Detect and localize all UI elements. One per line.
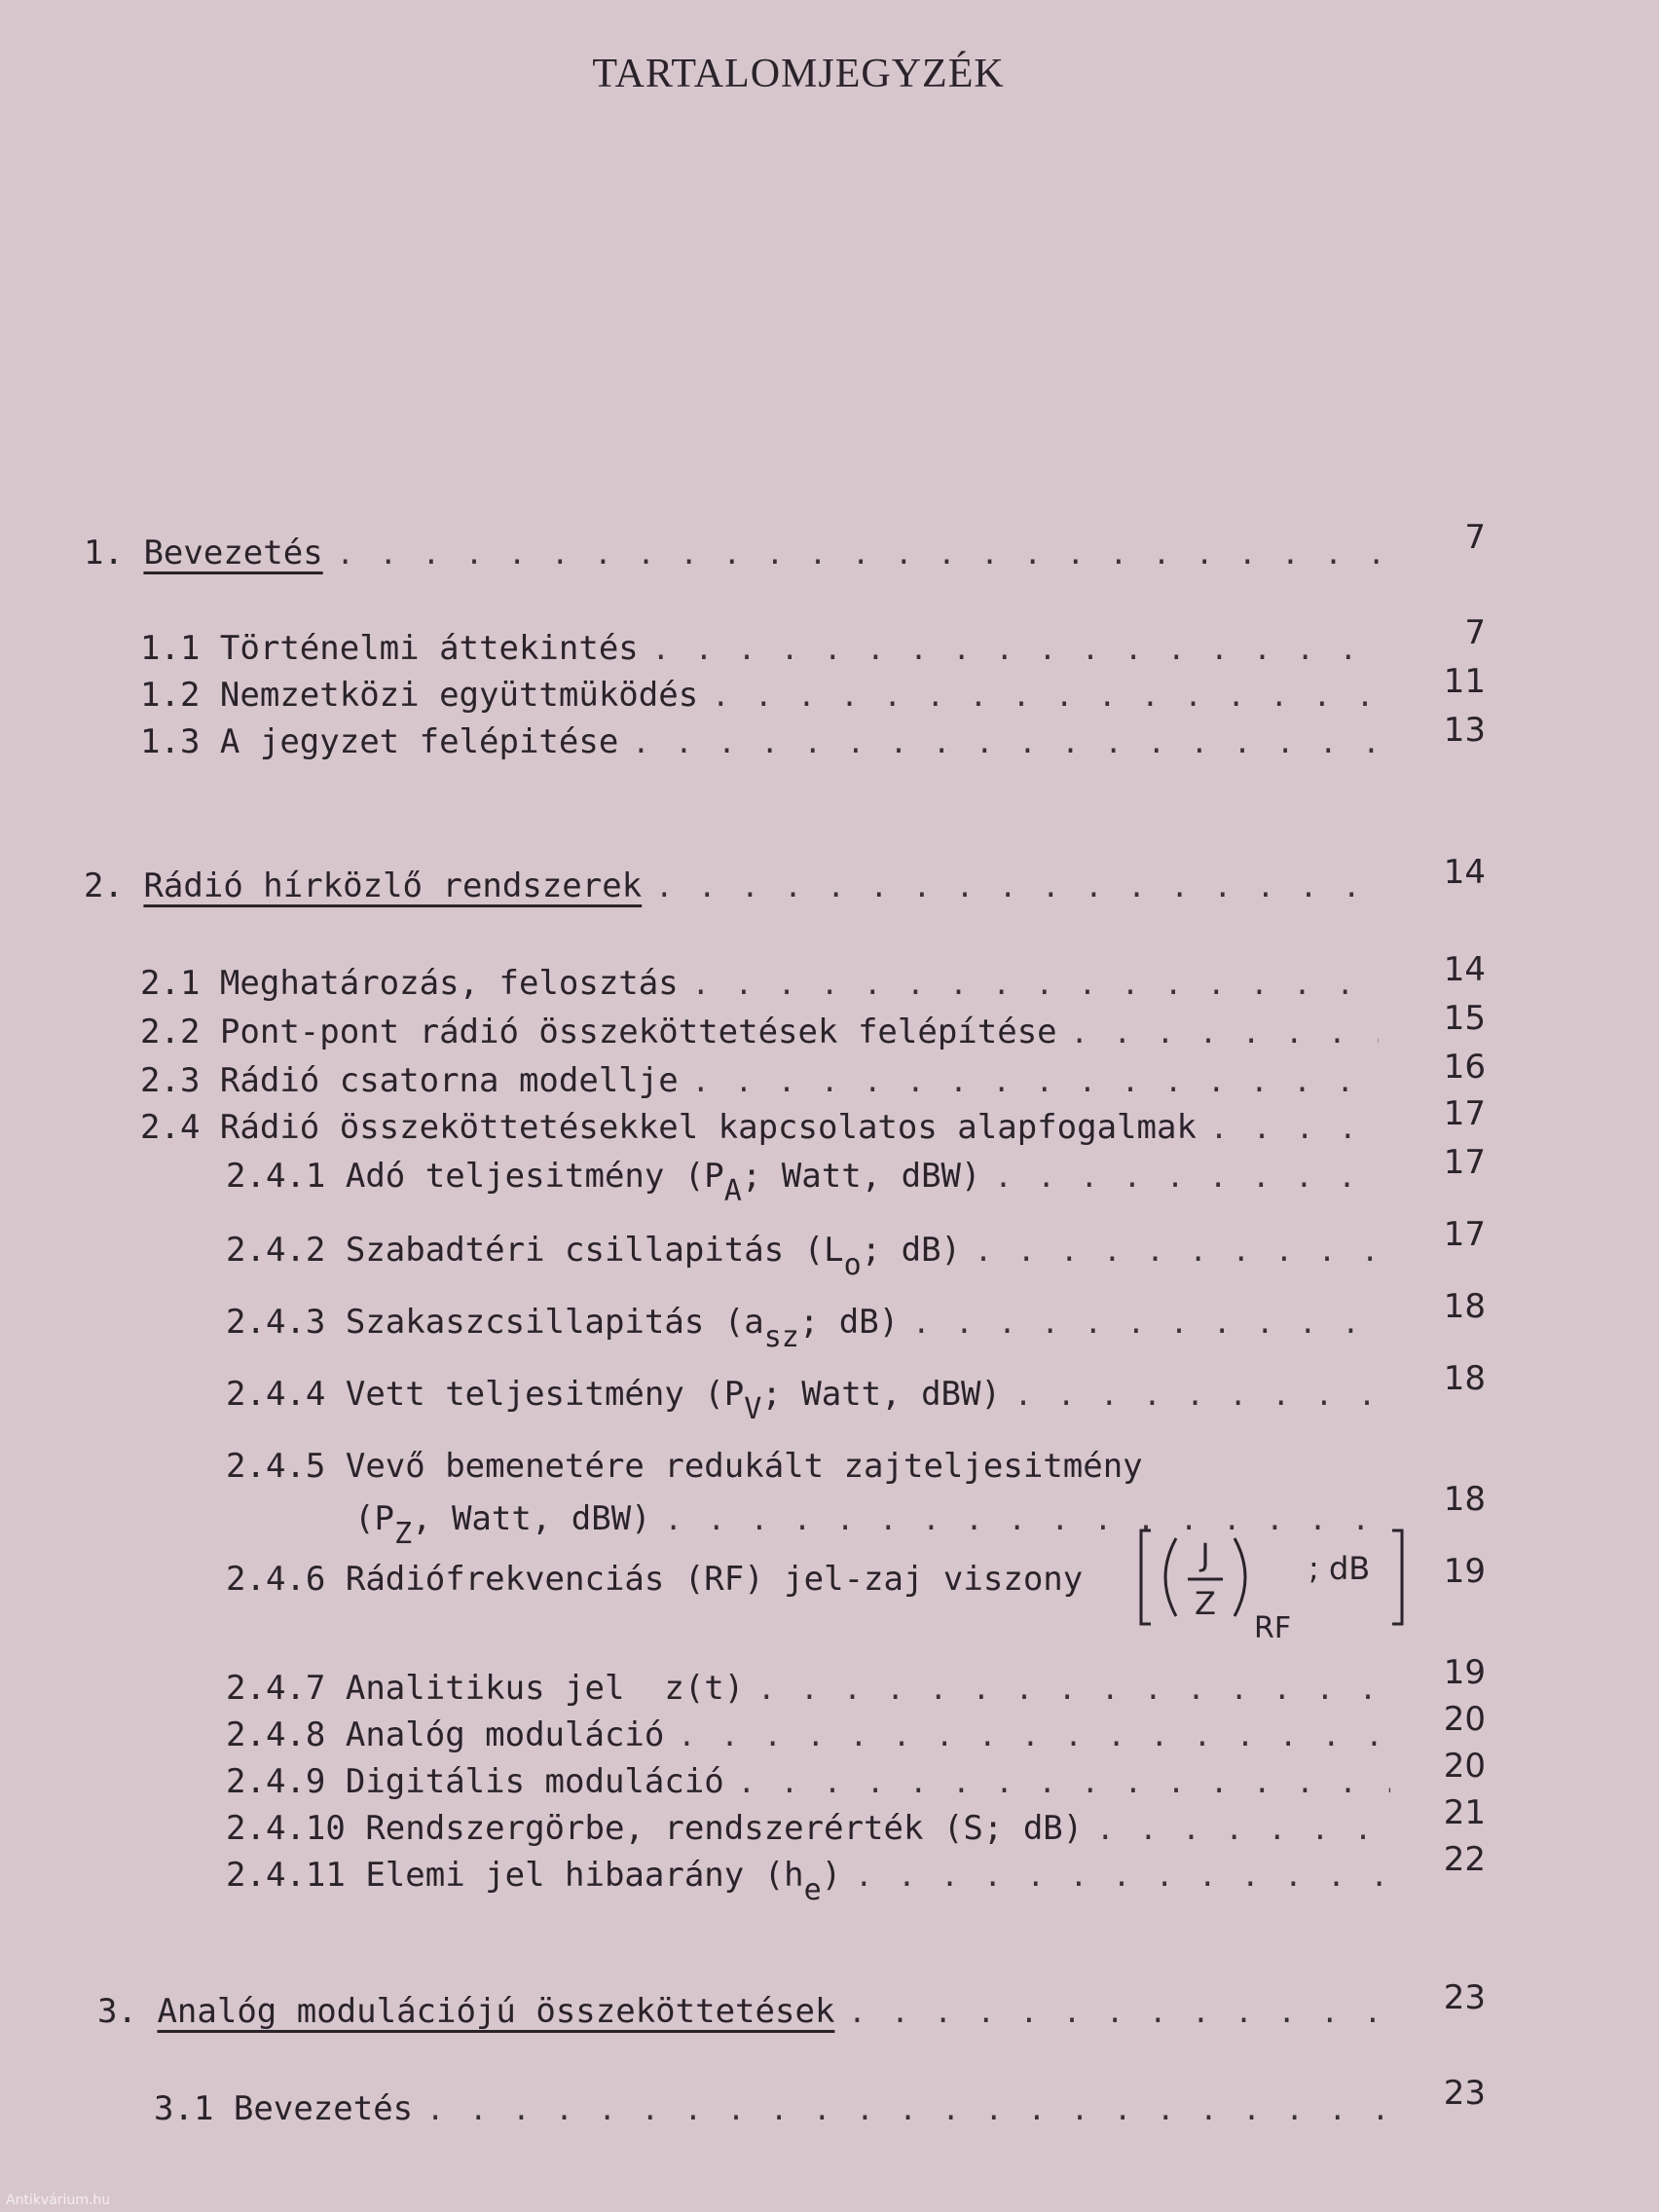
leader-dots — [426, 2093, 1390, 2127]
leader-dots — [655, 870, 1379, 904]
toc-label: Analitikus jel z(t) — [345, 1669, 745, 1708]
toc-page-number: 17 — [1443, 1143, 1486, 1182]
leader-dots — [632, 726, 1379, 760]
toc-entry-2-4-9 — [226, 1762, 1390, 1801]
leader-dots — [692, 968, 1379, 1002]
toc-page-number: 18 — [1443, 1480, 1486, 1519]
toc-number: 2.4.4 — [226, 1375, 326, 1414]
formula-unit: ; dB — [1309, 1550, 1371, 1587]
toc-label: Bevezetés — [143, 534, 323, 572]
formula-subscript: RF — [1254, 1611, 1292, 1645]
leader-dots — [712, 680, 1379, 714]
toc-page-number: 15 — [1443, 999, 1486, 1038]
toc-entry-3-1 — [154, 2089, 1390, 2128]
leader-dots — [692, 1065, 1379, 1099]
toc-number: 2. — [84, 866, 124, 905]
toc-entry-2-4-7 — [226, 1669, 1390, 1708]
toc-label: Rádiófrekvenciás (RF) jel-zaj viszony — [345, 1560, 1084, 1599]
page-title: TARTALOMJEGYZÉK — [592, 52, 1005, 96]
toc-number: 2.3 — [140, 1061, 201, 1100]
leader-dots — [1210, 1112, 1379, 1146]
toc-label: Rendszergörbe, rendszerérték (S; dB) — [365, 1809, 1084, 1848]
toc-label: Elemi jel hibaarány $(h_e)$ — [365, 1856, 842, 1907]
toc-number: 1.1 — [140, 629, 201, 668]
leader-dots — [678, 1719, 1390, 1753]
toc-page-number: 14 — [1443, 853, 1486, 892]
toc-label: Pont-pont rádió összeköttetések felépítése — [219, 1013, 1057, 1051]
leader-dots — [912, 1307, 1379, 1341]
toc-label: Bevezetés — [233, 2089, 414, 2128]
leader-dots — [1014, 1379, 1379, 1413]
toc-page-number: 19 — [1443, 1653, 1486, 1692]
toc-page-number: 21 — [1443, 1793, 1486, 1832]
toc-entry-2-3 — [140, 1061, 1379, 1100]
toc-number: 2.4.8 — [226, 1715, 326, 1754]
toc-entry-2-4-11 — [226, 1856, 1390, 1907]
toc-entry-2-4 — [140, 1108, 1379, 1147]
leader-dots — [848, 1996, 1390, 2030]
toc-number: 2.4.9 — [226, 1762, 326, 1801]
toc-page-number: 7 — [1464, 613, 1486, 652]
leader-dots — [975, 1235, 1379, 1269]
leader-dots — [994, 1161, 1379, 1195]
toc-label: Történelmi áttekintés — [219, 629, 639, 668]
toc-number: 2.4.2 — [226, 1231, 326, 1270]
toc-entry-2-1 — [140, 964, 1379, 1003]
toc-entry-1 — [84, 534, 1379, 572]
toc-page-number: 18 — [1443, 1359, 1486, 1398]
toc-page-number: 23 — [1443, 1978, 1486, 2017]
toc-page-number: 18 — [1443, 1287, 1486, 1326]
toc-entry-1-2 — [140, 676, 1379, 715]
toc-label: Analóg modulációjú összeköttetések — [157, 1992, 835, 2031]
toc-label: Nemzetközi együttmüködés — [219, 676, 699, 715]
toc-page-number: 23 — [1443, 2074, 1486, 2113]
toc-number: 1. — [84, 534, 124, 572]
toc-label: Analóg moduláció — [345, 1715, 665, 1754]
toc-label: Szabadtéri csillapitás ($L_o$; dB) — [345, 1231, 962, 1282]
toc-entry-2 — [84, 866, 1379, 905]
toc-entry-1-3 — [140, 722, 1379, 761]
toc-label: A jegyzet felépitése — [219, 722, 619, 761]
toc-entry-2-4-6 — [226, 1560, 1083, 1599]
leader-dots — [855, 1860, 1390, 1894]
toc-label: Rádió hírközlő rendszerek — [143, 866, 643, 905]
toc-label: Adó teljesitmény ($P_A$; Watt, dBW) — [345, 1157, 981, 1208]
toc-page-number: 13 — [1443, 711, 1486, 750]
toc-label: Digitális moduláció — [345, 1762, 724, 1801]
toc-entry-3 — [97, 1992, 1390, 2031]
toc-entry-2-4-1 — [226, 1157, 1379, 1208]
toc-label: Vett teljesitmény ($P_V$; Watt, dBW) — [345, 1375, 1001, 1426]
snr-formula — [1137, 1529, 1410, 1645]
toc-page-number: 11 — [1443, 662, 1486, 701]
formula-denominator: Z — [1195, 1585, 1216, 1622]
toc-number: 2.4.6 — [226, 1560, 326, 1599]
toc-number: 1.2 — [140, 676, 201, 715]
toc-number: 3.1 — [154, 2089, 214, 2128]
toc-page-number: 20 — [1443, 1700, 1486, 1739]
toc-entry-2-4-2 — [226, 1231, 1379, 1282]
toc-page-number: 17 — [1443, 1215, 1486, 1254]
toc-number: 2.4.10 — [226, 1809, 346, 1848]
toc-number: 2.4.7 — [226, 1669, 326, 1708]
leader-dots — [757, 1673, 1390, 1707]
toc-label: Meghatározás, felosztás — [219, 964, 679, 1003]
toc-number: 2.4.1 — [226, 1157, 326, 1196]
formula-numerator: J — [1200, 1536, 1210, 1573]
toc-number: 3. — [97, 1992, 137, 2031]
toc-entry-2-4-5 — [226, 1447, 1143, 1486]
toc-entry-2-2 — [140, 1013, 1379, 1051]
toc-label: Rádió összeköttetésekkel kapcsolatos alapfogalmak — [219, 1108, 1197, 1147]
leader-dots — [652, 633, 1379, 667]
toc-entry-2-4-8 — [226, 1715, 1390, 1754]
toc-number: 2.4.11 — [226, 1856, 346, 1895]
toc-number: 2.1 — [140, 964, 201, 1003]
toc-number: 2.4 — [140, 1108, 201, 1147]
leader-dots — [738, 1766, 1390, 1800]
toc-page-number: 19 — [1443, 1552, 1486, 1591]
leader-dots — [1071, 1016, 1379, 1051]
leader-dots — [1096, 1813, 1390, 1847]
toc-page-number: 22 — [1443, 1840, 1486, 1879]
watermark: Antikvárium.hu — [6, 2193, 111, 2208]
toc-number: 2.4.5 — [226, 1447, 326, 1486]
toc-number: 1.3 — [140, 722, 201, 761]
toc-number: 2.2 — [140, 1013, 201, 1051]
toc-entry-2-4-4 — [226, 1375, 1379, 1426]
toc-label: Vevő bemenetére redukált zajteljesitmény — [345, 1447, 1143, 1486]
leader-dots — [337, 537, 1379, 571]
toc-entry-2-4-3 — [226, 1303, 1379, 1354]
toc-number: 2.4.3 — [226, 1303, 326, 1342]
toc-page-number: 14 — [1443, 950, 1486, 989]
toc-label: ($P_Z$, Watt, dBW) — [354, 1499, 651, 1551]
toc-page-number: 16 — [1443, 1048, 1486, 1087]
toc-label: Rádió csatorna modellje — [219, 1061, 679, 1100]
toc-page-number: 7 — [1464, 518, 1486, 557]
toc-entry-1-1 — [140, 629, 1379, 668]
toc-page-number: 17 — [1443, 1094, 1486, 1133]
toc-page-number: 20 — [1443, 1747, 1486, 1786]
toc-entry-2-4-10 — [226, 1809, 1390, 1848]
toc-label: Szakaszcsillapitás ($a_{sz}$; dB) — [345, 1303, 900, 1354]
